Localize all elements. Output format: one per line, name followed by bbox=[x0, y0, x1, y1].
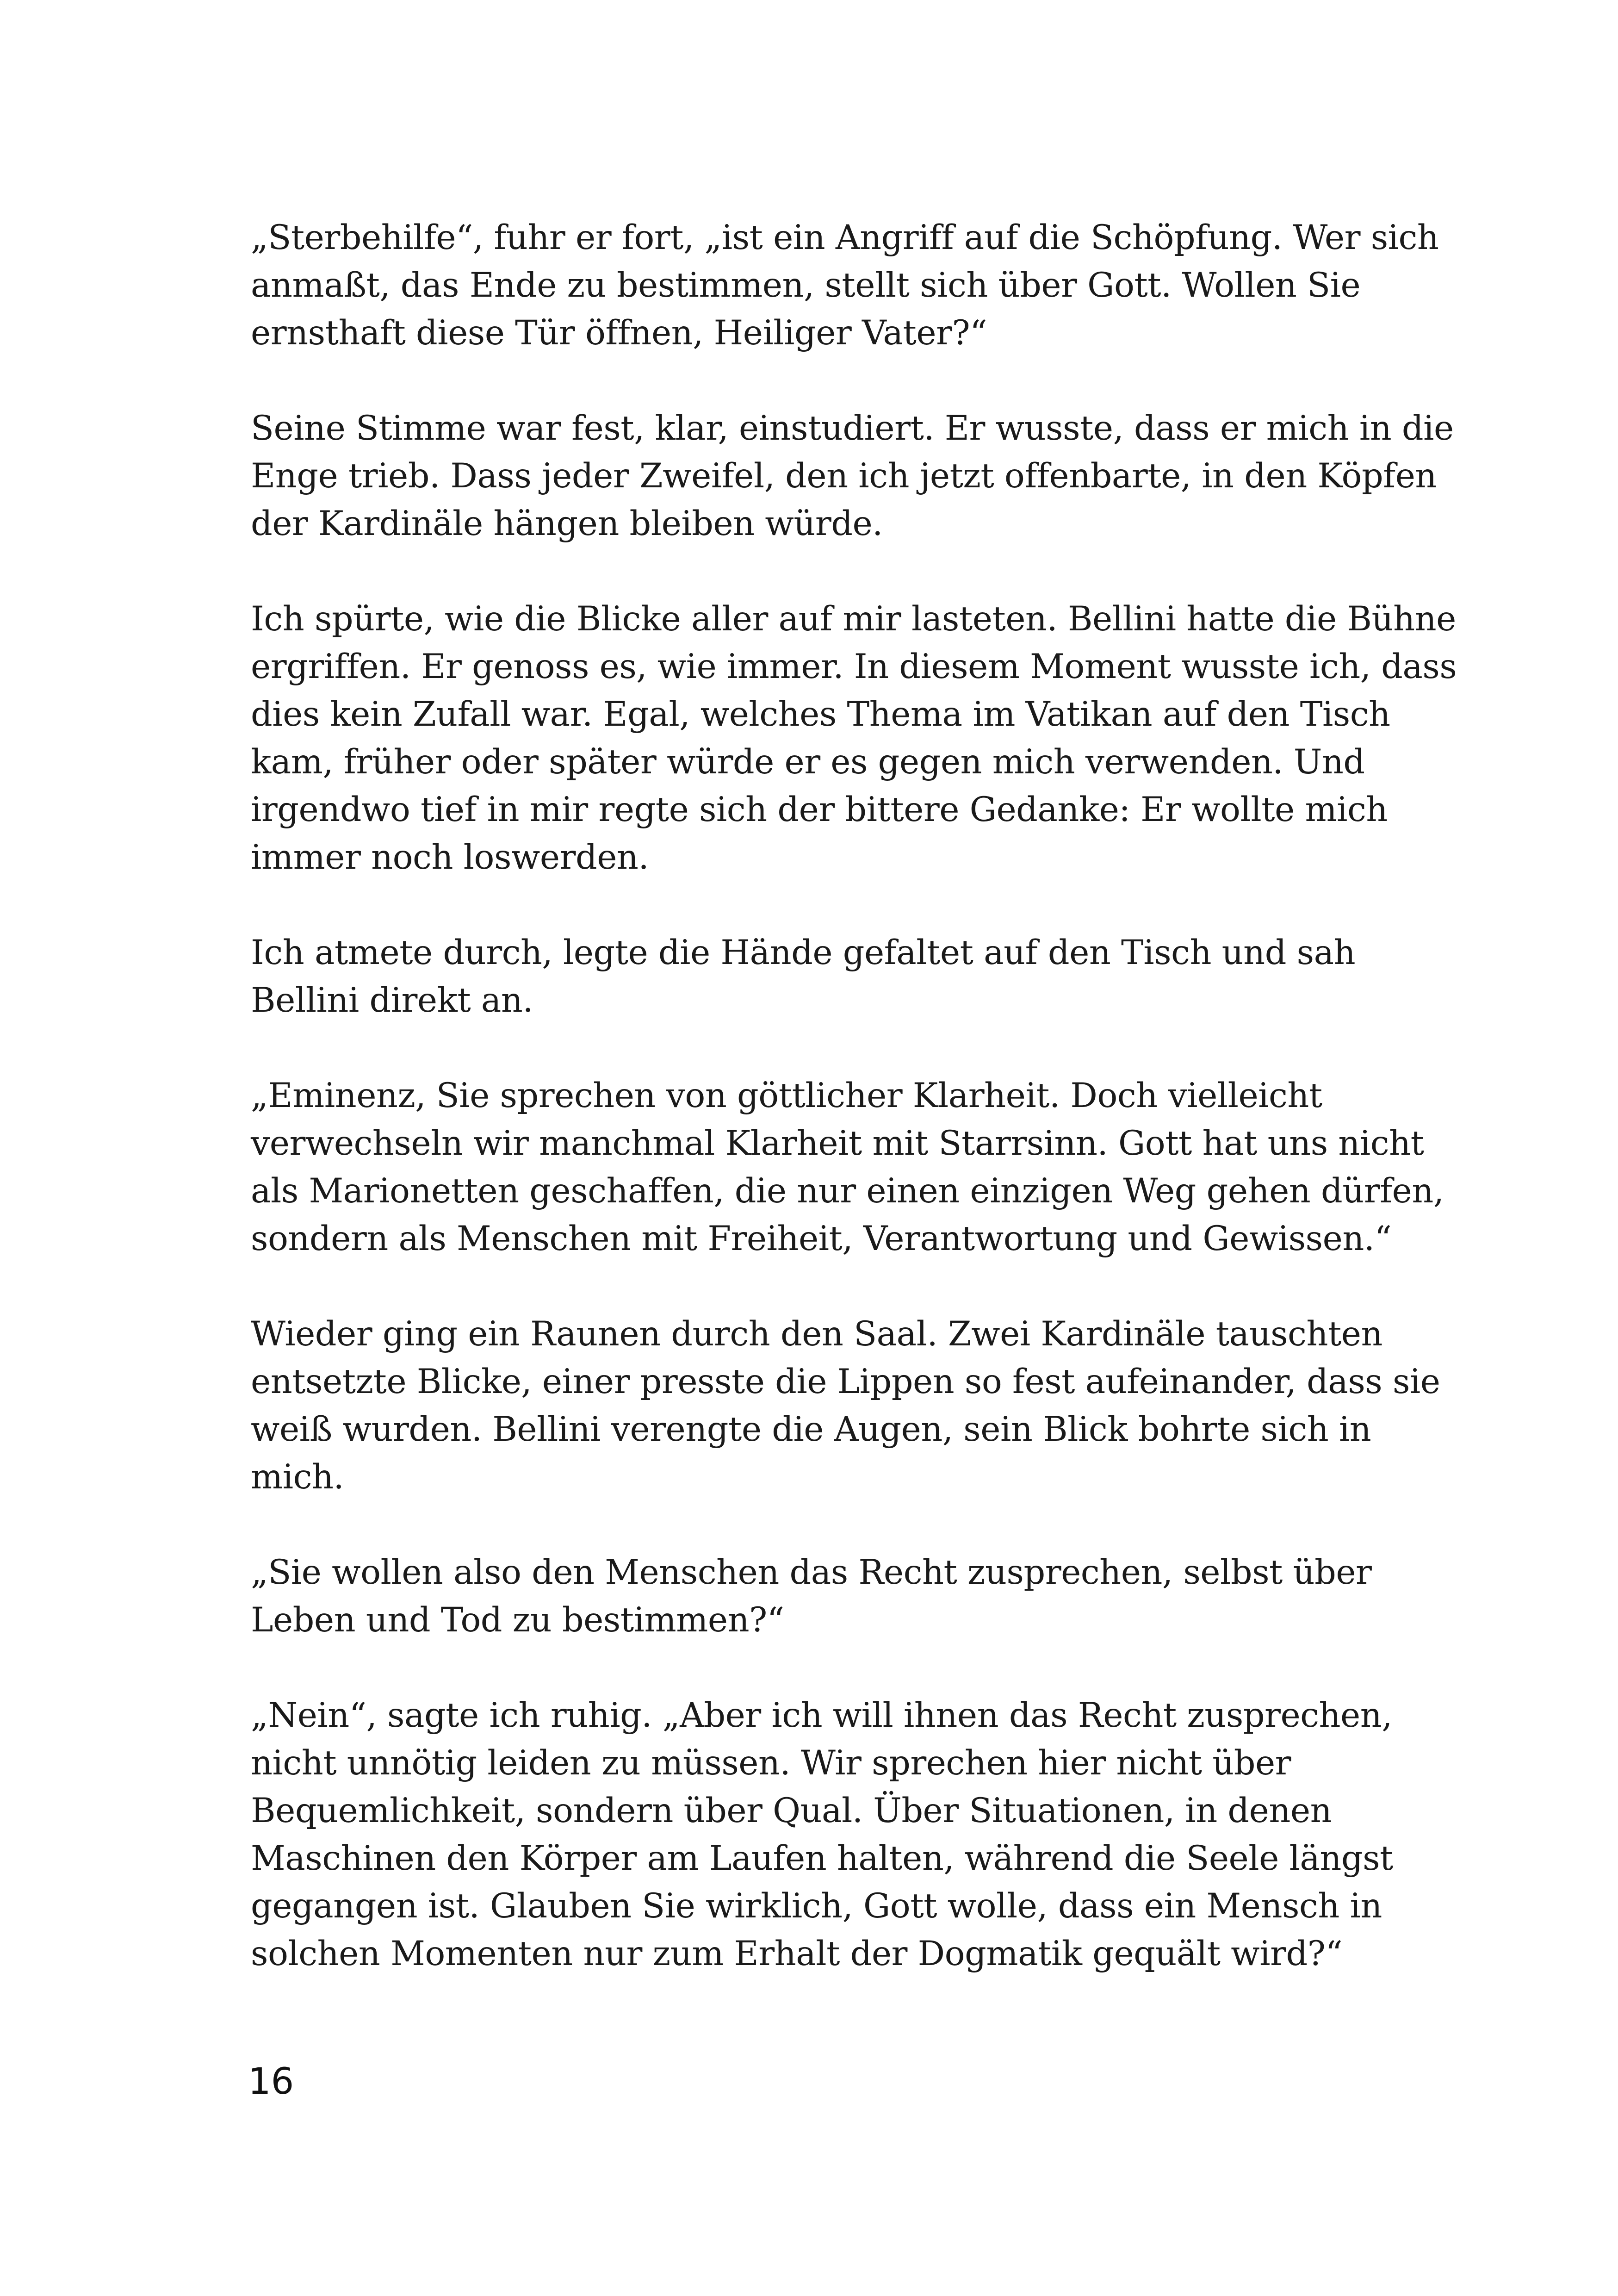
text-line: „Eminenz, Sie sprechen von göttlicher Klarheit. Doch vielleicht bbox=[251, 1076, 1322, 1115]
text-line: anmaßt, das Ende zu bestimmen, stellt sich über Gott. Wollen Sie bbox=[251, 266, 1361, 305]
text-line: gegangen ist. Glauben Sie wirklich, Gott wolle, dass ein Mensch in bbox=[251, 1886, 1382, 1926]
text-line: Maschinen den Körper am Laufen halten, während die Seele längst bbox=[251, 1839, 1393, 1878]
paragraph-3 bbox=[251, 595, 1457, 881]
text-line: kam, früher oder später würde er es gegen mich verwenden. Und bbox=[251, 742, 1365, 782]
text-line: weiß wurden. Bellini verengte die Augen, sein Blick bohrte sich in bbox=[251, 1410, 1371, 1449]
text-line: Ich spürte, wie die Blicke aller auf mir lasteten. Bellini hatte die Bühne bbox=[251, 599, 1456, 639]
paragraph-7 bbox=[251, 1549, 1426, 1644]
text-line: irgendwo tief in mir regte sich der bittere Gedanke: Er wollte mich bbox=[251, 790, 1388, 829]
text-line: solchen Momenten nur zum Erhalt der Dogmatik gequält wird?“ bbox=[251, 1934, 1343, 1973]
text-line: Seine Stimme war fest, klar, einstudiert. Er wusste, dass er mich in die bbox=[251, 409, 1454, 448]
text-line: sondern als Menschen mit Freiheit, Verantwortung und Gewissen.“ bbox=[251, 1219, 1392, 1258]
text-line: verwechseln wir manchmal Klarheit mit Starrsinn. Gott hat uns nicht bbox=[251, 1124, 1424, 1163]
text-line: Ich atmete durch, legte die Hände gefaltet auf den Tisch und sah bbox=[251, 933, 1356, 972]
text-line: Leben und Tod zu bestimmen?“ bbox=[251, 1600, 784, 1640]
paragraph-2 bbox=[251, 404, 1454, 548]
page-number: 16 bbox=[248, 2061, 294, 2103]
paragraph-1 bbox=[251, 214, 1439, 357]
paragraph-8 bbox=[251, 1692, 1426, 1978]
paragraph-4 bbox=[251, 929, 1426, 1024]
text-line: ergriffen. Er genoss es, wie immer. In diesem Moment wusste ich, dass bbox=[251, 647, 1457, 686]
text-line: mich. bbox=[251, 1457, 344, 1497]
text-line: als Marionetten geschaffen, die nur einen einzigen Weg gehen dürfen, bbox=[251, 1171, 1444, 1211]
text-line: der Kardinäle hängen bleiben würde. bbox=[251, 504, 883, 543]
text-line: entsetzte Blicke, einer presste die Lippen so fest aufeinander, dass sie bbox=[251, 1362, 1440, 1401]
text-line: Bellini direkt an. bbox=[251, 981, 533, 1020]
text-line: dies kein Zufall war. Egal, welches Thema im Vatikan auf den Tisch bbox=[251, 695, 1390, 734]
text-line: „Sie wollen also den Menschen das Recht zusprechen, selbst über bbox=[251, 1553, 1372, 1592]
paragraph-5 bbox=[251, 1072, 1444, 1263]
text-line: ernsthaft diese Tür öffnen, Heiliger Vater?“ bbox=[251, 313, 987, 353]
text-line: „Sterbehilfe“, fuhr er fort, „ist ein Angriff auf die Schöpfung. Wer sich bbox=[251, 218, 1439, 257]
text-line: Bequemlichkeit, sondern über Qual. Über Situationen, in denen bbox=[251, 1791, 1332, 1830]
text-line: Enge trieb. Dass jeder Zweifel, den ich jetzt offenbarte, in den Köpfen bbox=[251, 456, 1437, 496]
paragraph-6 bbox=[251, 1310, 1440, 1501]
text-line: immer noch loswerden. bbox=[251, 838, 649, 877]
text-line: nicht unnötig leiden zu müssen. Wir sprechen hier nicht über bbox=[251, 1743, 1291, 1783]
text-line: „Nein“, sagte ich ruhig. „Aber ich will ihnen das Recht zusprechen, bbox=[251, 1696, 1392, 1735]
text-line: Wieder ging ein Raunen durch den Saal. Zwei Kardinäle tauschten bbox=[251, 1314, 1383, 1354]
body-text bbox=[251, 214, 1457, 2025]
